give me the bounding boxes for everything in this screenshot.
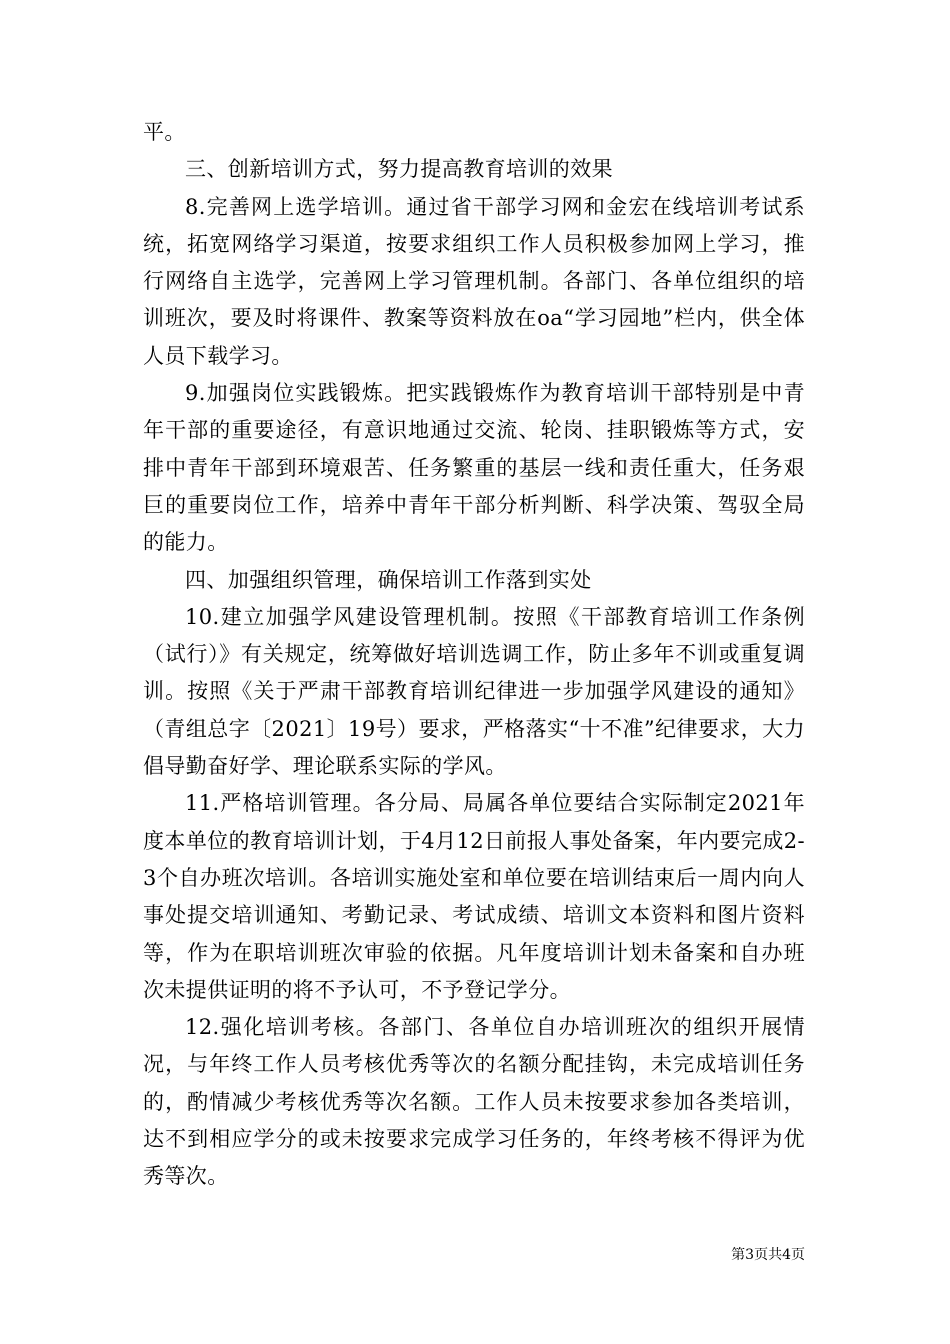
paragraph-item-11: 11.严格培训管理。各分局、局属各单位要结合实际制定2021年度本单位的教育培训计划，于4月12日前报人事处备案，年内要完成2-3个自办班次培训。各培训实施处室和单位要在培训结束后一周内向人事处提交培训通知、考勤记录、考试成绩、培训文本资料和图片资料等，作为在职培训班次审验的依据。凡年度培训计划未备案和自办班次未提供证明的将不予认可，不予登记学分。 xyxy=(143,791,805,1002)
paragraph-continuation: 平。 xyxy=(143,120,186,144)
paragraph-item-10: 10.建立加强学风建设管理机制。按照《干部教育培训工作条例（试行）》有关规定，统筹做好培训选调工作，防止多年不训或重复调训。按照《关于严肃干部教育培训纪律进一步加强学风建设的通知》（青组总字〔2021〕19号）要求，严格落实“十不准”纪律要求，大力倡导勤奋好学、理论联系实际的学风。 xyxy=(143,604,805,779)
section-heading-4: 四、加强组织管理，确保培训工作落到实处 xyxy=(185,567,592,592)
paragraph-item-9: 9.加强岗位实践锻炼。把实践锻炼作为教育培训干部特别是中青年干部的重要途径，有意识地通过交流、轮岗、挂职锻炼等方式，安排中青年干部到环境艰苦、任务繁重的基层一线和责任重大，任务艰巨的重要岗位工作，培养中青年干部分析判断、科学决策、驾驭全局的能力。 xyxy=(143,381,805,555)
section-heading-3: 三、创新培训方式，努力提高教育培训的效果 xyxy=(185,157,613,182)
paragraph-item-8: 8.完善网上选学培训。通过省干部学习网和金宏在线培训考试系统，拓宽网络学习渠道，按要求组织工作人员积极参加网上学习，推行网络自主选学，完善网上学习管理机制。各部门、各单位组织的培训班次，要及时将课件、教案等资料放在oa“学习园地”栏内，供全体人员下载学习。 xyxy=(143,194,805,368)
document-body xyxy=(143,114,805,1196)
paragraph-item-12: 12.强化培训考核。各部门、各单位自办培训班次的组织开展情况，与年终工作人员考核优秀等次的名额分配挂钩，未完成培训任务的，酌情减少考核优秀等次名额。工作人员未按要求参加各类培训，达不到相应学分的或未按要求完成学习任务的，年终考核不得评为优秀等次。 xyxy=(143,1015,805,1189)
page-number: 第3页共4页 xyxy=(731,1247,805,1263)
